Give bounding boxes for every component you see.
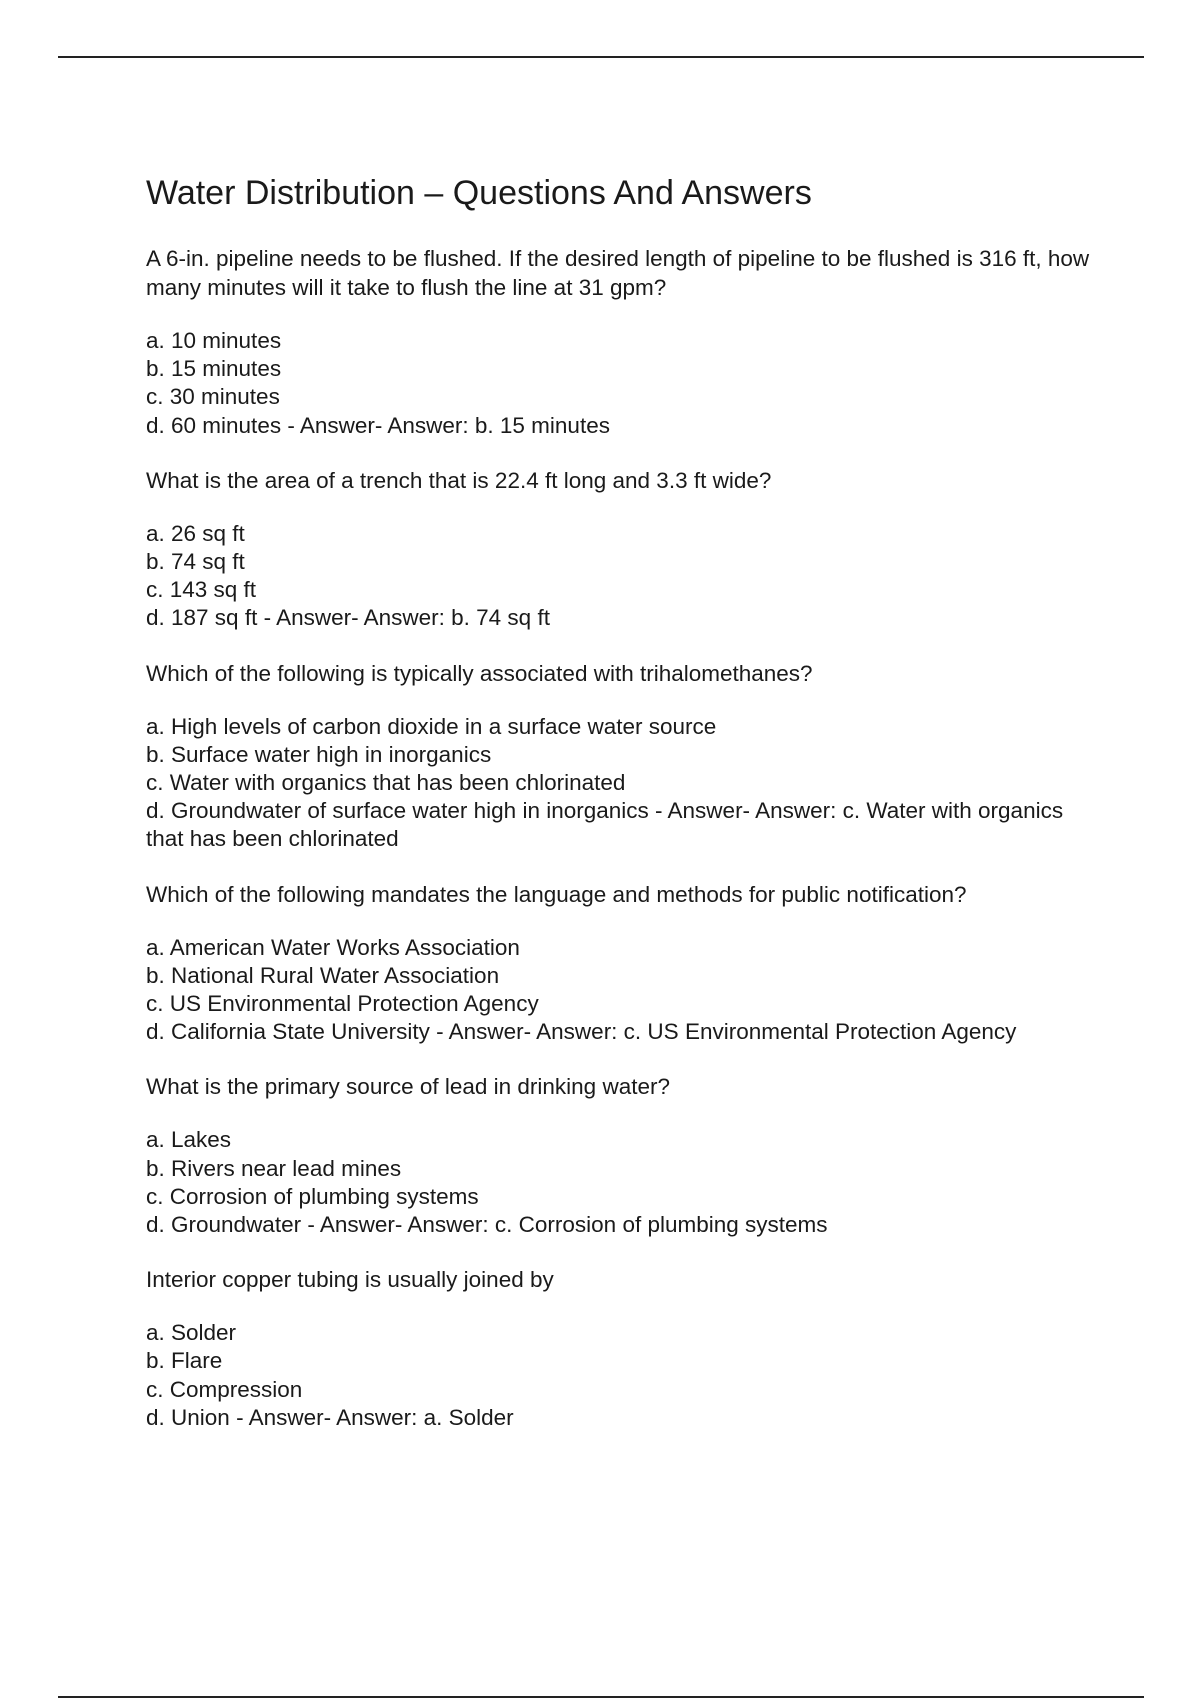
option-c: c. Water with organics that has been chlorinated: [146, 770, 626, 796]
option-b: b. 74 sq ft: [146, 549, 245, 575]
option-c: c. 143 sq ft: [146, 577, 257, 603]
question-text: What is the primary source of lead in drinking water?: [146, 1074, 670, 1100]
answer-text: - Answer- Answer: c. Corrosion of plumbing systems: [301, 1212, 828, 1238]
qa-block: [146, 466, 1106, 633]
option-d-with-answer: [146, 797, 1106, 853]
qa-block: [146, 880, 1106, 1047]
question-text: Interior copper tubing is usually joined by: [146, 1267, 554, 1293]
option-b: b. Rivers near lead mines: [146, 1155, 402, 1181]
option-c: c. US Environmental Protection Agency: [146, 991, 539, 1017]
answer-options: [146, 520, 1106, 633]
document-title: Water Distribution – Questions And Answers: [146, 174, 812, 212]
option-b: b. National Rural Water Association: [146, 962, 500, 988]
answer-options: [146, 327, 1106, 440]
question-text: Which of the following is typically associated with trihalomethanes?: [146, 660, 813, 686]
qa-block: [146, 1072, 1106, 1239]
question-text: A 6-in. pipeline needs to be flushed. If the desired length of pipeline to be flushed is 316 ft, how many minutes will it take to flush the line at 31 gpm?: [146, 246, 1090, 300]
answer-options: [146, 1126, 1106, 1239]
option-d: d. Union: [146, 1404, 230, 1430]
answer-options: [146, 1319, 1106, 1432]
option-d-with-answer: [146, 1404, 1106, 1432]
document-body: [146, 172, 1106, 1458]
option-d: d. Groundwater of surface water high in inorganics: [146, 798, 649, 824]
top-rule: [58, 56, 1144, 58]
option-b: b. Flare: [146, 1348, 223, 1374]
option-c: c. Corrosion of plumbing systems: [146, 1183, 479, 1209]
option-a: a. American Water Works Association: [146, 934, 520, 960]
question-text: Which of the following mandates the language and methods for public notification?: [146, 881, 967, 907]
option-d: d. 60 minutes: [146, 412, 282, 438]
option-a: a. Lakes: [146, 1127, 232, 1153]
option-b: b. Surface water high in inorganics: [146, 741, 492, 767]
qa-block: [146, 1265, 1106, 1432]
option-a: a. 10 minutes: [146, 328, 282, 353]
option-a: a. 26 sq ft: [146, 520, 245, 546]
answer-text: - Answer- Answer: c. Water with organics that has been chlorinated: [146, 798, 1064, 852]
qa-block: [146, 659, 1106, 854]
option-b: b. 15 minutes: [146, 356, 282, 382]
option-a: a. Solder: [146, 1320, 237, 1346]
question-text: What is the area of a trench that is 22.4 ft long and 3.3 ft wide?: [146, 467, 772, 493]
option-d-with-answer: [146, 604, 1106, 632]
option-d: d. 187 sq ft: [146, 605, 258, 631]
answer-options: [146, 934, 1106, 1047]
option-d: d. California State University: [146, 1019, 430, 1045]
answer-text: - Answer- Answer: c. US Environmental Protection Agency: [429, 1019, 1017, 1045]
answer-text: - Answer- Answer: a. Solder: [229, 1404, 514, 1430]
option-d-with-answer: [146, 1018, 1106, 1046]
option-d-with-answer: [146, 412, 1106, 440]
bottom-rule: [58, 1696, 1144, 1698]
option-c: c. 30 minutes: [146, 384, 280, 410]
answer-options: [146, 713, 1106, 854]
qa-block: [146, 244, 1106, 440]
option-c: c. Compression: [146, 1376, 303, 1402]
option-d: d. Groundwater: [146, 1212, 302, 1238]
option-d-with-answer: [146, 1211, 1106, 1239]
answer-text: - Answer- Answer: b. 15 minutes: [281, 412, 610, 438]
answer-text: - Answer- Answer: b. 74 sq ft: [257, 605, 550, 631]
option-a: a. High levels of carbon dioxide in a surface water source: [146, 713, 717, 739]
